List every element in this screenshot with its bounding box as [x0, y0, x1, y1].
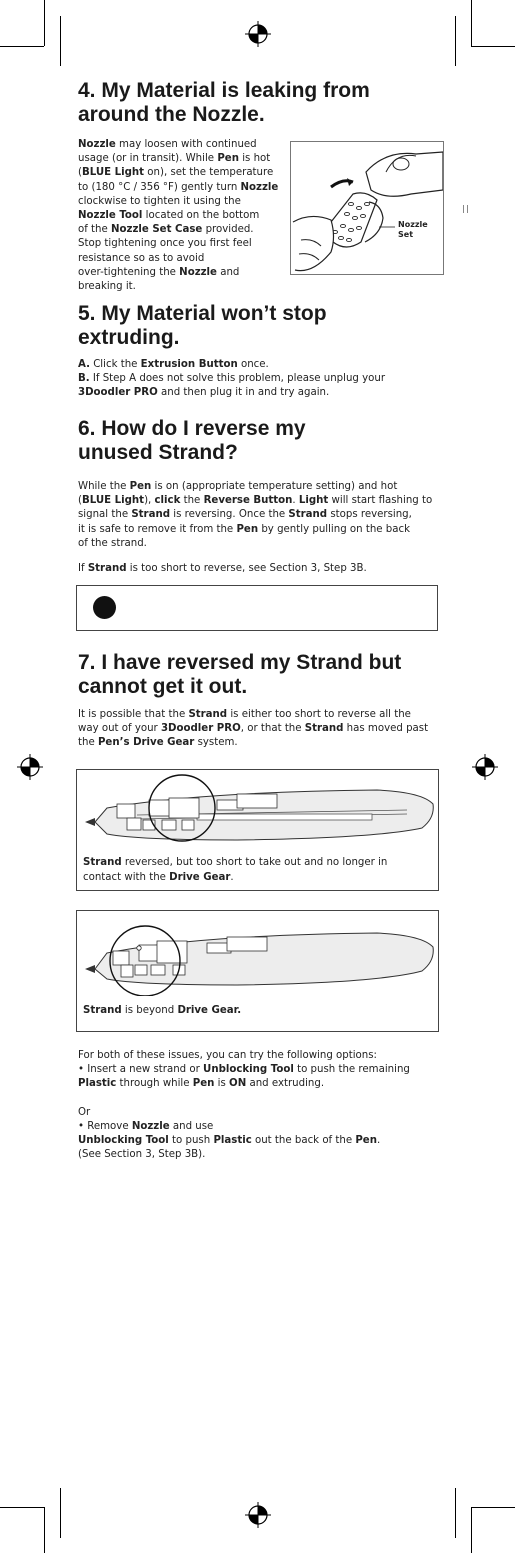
text-line — [78, 1049, 458, 1063]
text-run: resistance so as to avoid — [78, 252, 205, 264]
text-line — [78, 1092, 458, 1106]
text-line — [78, 537, 458, 551]
bold-term: Nozzle — [240, 181, 279, 193]
text-run: to push the remaining — [293, 1064, 410, 1076]
text-line — [78, 1077, 458, 1091]
bold-term: Nozzle Tool — [78, 210, 143, 222]
bold-term: Plastic — [213, 1135, 252, 1147]
text-run: Stop tightening once you first feel — [78, 238, 252, 250]
text-line — [78, 1063, 458, 1077]
text-line — [78, 1148, 458, 1162]
note-box — [76, 585, 438, 631]
text-run: is — [214, 1078, 230, 1090]
text-run: it is safe to remove it from the — [78, 523, 237, 535]
text-line — [78, 372, 458, 386]
text-line — [78, 722, 458, 736]
text-run: once. — [237, 359, 269, 370]
section-5-title: 5. My Material won’t stop extruding. — [78, 302, 327, 349]
section-6-body — [78, 480, 458, 551]
text-run: of the strand. — [78, 537, 147, 549]
text-run: stops reversing, — [327, 509, 412, 521]
registration-mark-bottom — [245, 1502, 271, 1528]
text-line — [78, 1120, 458, 1134]
text-run: system. — [194, 737, 238, 749]
text-run: way out of your — [78, 723, 161, 735]
text-run: is beyond — [121, 1005, 178, 1016]
bold-term: Pen — [129, 481, 152, 492]
text-line — [83, 856, 433, 871]
text-line — [78, 280, 288, 294]
text-run: and extruding. — [246, 1078, 325, 1090]
text-run: and use — [169, 1121, 214, 1133]
text-run: (See Section 3, Step 3B). — [78, 1149, 206, 1161]
nozzle-figure — [290, 141, 444, 275]
text-run: clockwise to tighten it using the — [78, 195, 241, 207]
section-7-body — [78, 708, 458, 751]
bold-term: Pen — [217, 153, 239, 165]
section-6-title: 6. How do I reverse my unused Strand? — [78, 417, 306, 464]
section-7-title: 7. I have reversed my Strand but cannot get it out. — [78, 651, 402, 698]
text-run: ( — [78, 495, 82, 507]
text-run: If — [78, 563, 88, 574]
text-line — [78, 209, 288, 223]
pen-figure-1 — [76, 769, 439, 891]
bold-term: Pen — [192, 1078, 215, 1090]
bold-term: A. — [78, 359, 90, 370]
text-run: . — [376, 1135, 381, 1147]
bold-term: BLUE Light — [81, 167, 145, 179]
bold-term: Pen’s Drive Gear — [97, 737, 195, 749]
text-run: is hot — [238, 153, 271, 165]
bold-term: Unblocking Tool — [203, 1064, 294, 1076]
text-run: It is possible that the — [78, 709, 189, 720]
text-run: reversed, but too short to take out and no longer in — [121, 857, 388, 868]
bold-term: Unblocking Tool — [78, 1135, 169, 1147]
bold-term: Drive Gear. — [177, 1005, 242, 1016]
text-line — [78, 252, 288, 266]
bold-term: 3Doodler PRO — [78, 387, 158, 399]
text-line — [78, 736, 458, 750]
text-line — [78, 708, 458, 722]
text-line — [78, 166, 288, 180]
bold-term: B. — [78, 373, 90, 385]
bold-term: Strand — [304, 723, 344, 735]
text-run: will start flashing to — [328, 495, 433, 507]
section-5-body — [78, 358, 458, 401]
figure-2-caption — [83, 1004, 433, 1019]
text-run: by gently pulling on the back — [258, 523, 411, 535]
text-run: ), — [144, 495, 155, 507]
text-run: may loosen with continued — [115, 139, 257, 150]
text-run: to push — [168, 1135, 214, 1147]
text-run: is either too short to reverse all the — [227, 709, 411, 720]
text-line — [78, 152, 288, 166]
text-line — [78, 1106, 458, 1120]
bold-term: Strand — [188, 709, 228, 720]
bold-term: Plastic — [78, 1078, 117, 1090]
bold-term: Strand — [83, 1005, 122, 1016]
text-line — [78, 138, 288, 152]
text-line — [78, 358, 458, 372]
nozzle-set-label: Nozzle Set — [398, 220, 428, 239]
text-run: . — [292, 495, 299, 507]
pen-figure-2 — [76, 910, 439, 1032]
pen-cross-section-1 — [77, 770, 438, 855]
text-line — [78, 494, 458, 508]
text-run: out the back of the — [251, 1135, 356, 1147]
section-4-body — [78, 138, 288, 294]
text-run: of the — [78, 224, 112, 236]
bold-term: Nozzle — [179, 266, 217, 278]
text-run: to (180 °C / 356 °F) gently turn — [78, 181, 241, 193]
section-7-options — [78, 1049, 458, 1163]
text-run: has moved past — [343, 723, 429, 735]
text-run: provided. — [202, 224, 254, 236]
text-run: the — [180, 495, 204, 507]
info-dot-icon — [93, 596, 116, 619]
registration-mark-left — [17, 754, 43, 780]
text-run: is reversing. Once the — [170, 509, 289, 521]
pen-cross-section-2 — [77, 911, 438, 996]
bold-term: Strand — [83, 857, 122, 868]
text-run: located on the bottom — [142, 210, 260, 222]
text-line — [78, 508, 458, 522]
text-line — [78, 1134, 458, 1148]
bold-term: Nozzle — [131, 1121, 170, 1133]
bold-term: Reverse Button — [203, 495, 293, 507]
text-run: is on (appropriate temperature setting) and hot — [151, 481, 398, 492]
text-run: Or — [78, 1106, 91, 1118]
text-line — [78, 237, 288, 251]
bold-term: ON — [229, 1078, 247, 1090]
section-4-title: 4. My Material is leaking from around the Nozzle. — [78, 79, 370, 126]
bold-term: click — [154, 495, 181, 507]
bold-term: Strand — [288, 509, 328, 521]
bold-term: Nozzle — [78, 139, 116, 150]
text-run: and — [216, 266, 240, 278]
text-line — [78, 386, 458, 400]
small-side-mark — [463, 205, 468, 213]
bold-term: BLUE Light — [81, 495, 145, 507]
bold-term: Pen — [236, 523, 259, 535]
bold-term: 3Doodler PRO — [160, 723, 241, 735]
text-run: and then plug it in and try again. — [157, 387, 330, 399]
text-run: For both of these issues, you can try the following options: — [78, 1050, 377, 1061]
text-run: usage (or in transit). While — [78, 153, 218, 165]
registration-mark-top — [245, 21, 271, 47]
text-run: contact with the — [83, 871, 170, 883]
figure-1-caption — [83, 856, 433, 885]
text-run: breaking it. — [78, 281, 136, 293]
text-line — [78, 266, 288, 280]
text-run: through while — [116, 1078, 193, 1090]
text-line — [83, 1004, 433, 1019]
text-run: is too short to reverse, see Section 3, Step 3B. — [126, 563, 367, 574]
text-run: While the — [78, 481, 130, 492]
text-run: • Insert a new strand or — [78, 1064, 204, 1076]
text-run: If Step A does not solve this problem, please unplug your — [89, 373, 386, 385]
text-run: Click the — [89, 359, 141, 370]
text-run: • Remove — [78, 1121, 132, 1133]
text-run: ( — [78, 167, 82, 179]
text-line — [78, 523, 458, 537]
text-line — [78, 181, 288, 195]
bold-term: Pen — [355, 1135, 377, 1147]
text-line — [78, 223, 288, 237]
text-run: the — [78, 737, 98, 749]
bold-term: Strand — [87, 563, 127, 574]
bold-term: Strand — [131, 509, 170, 521]
text-run: . — [230, 871, 234, 883]
nozzle-illustration — [291, 142, 443, 274]
text-line — [78, 562, 458, 576]
section-6-note — [78, 562, 458, 576]
text-line — [78, 480, 458, 494]
text-run: signal the — [78, 509, 132, 521]
text-run: , or that the — [240, 723, 305, 735]
text-run: over-tightening the — [78, 266, 180, 278]
bold-term: Nozzle Set Case — [111, 224, 203, 236]
text-line — [83, 871, 433, 886]
registration-mark-right — [472, 754, 498, 780]
text-run: on), set the temperature — [144, 167, 274, 179]
text-line — [78, 195, 288, 209]
bold-term: Light — [298, 495, 329, 507]
bold-term: Extrusion Button — [140, 359, 238, 370]
bold-term: Drive Gear — [169, 871, 231, 883]
